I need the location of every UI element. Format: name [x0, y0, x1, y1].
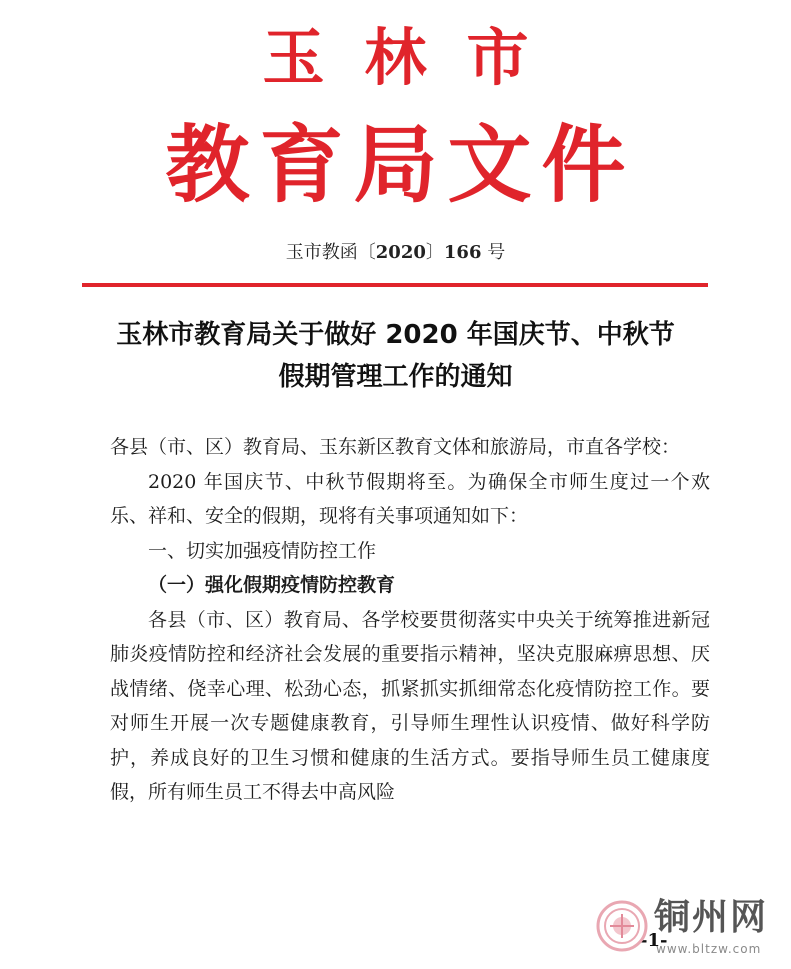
section-heading: 一、切实加强疫情防控工作 — [148, 539, 377, 562]
document-number — [0, 238, 791, 268]
header-divider — [82, 283, 708, 287]
title-line-1: 玉林市教育局关于做好 2020 年国庆节、中秋节 — [116, 320, 675, 350]
doc-number-prefix: 玉市教函〔 — [285, 242, 376, 263]
issuer-city: 玉林市 — [262, 21, 569, 94]
document-title — [0, 314, 791, 398]
watermark-logo-icon — [596, 900, 648, 952]
recipients: 各县（市、区）教育局、玉东新区教育文体和旅游局，市直各学校： — [110, 436, 681, 458]
watermark-name: 铜州网 — [654, 897, 769, 938]
doc-number-num: 166 — [443, 242, 482, 263]
document-body — [110, 430, 710, 810]
site-watermark — [596, 896, 786, 964]
intro-paragraph: 2020 年国庆节、中秋节假期将至。为确保全市师生度过一个欢乐、祥和、安全的假期，现将有关事项通知如下： — [110, 470, 710, 527]
subsection-heading: （一）强化假期疫情防控教育 — [148, 574, 396, 596]
title-line-2: 假期管理工作的通知 — [278, 362, 513, 392]
body-paragraph: 各县（市、区）教育局、各学校要贯彻落实中央关于统筹推进新冠肺炎疫情防控和经济社会发展的重要指示精神，坚决克服麻痹思想、厌战情绪、侥幸心理、松劲心态，抓紧抓实抓细常态化疫情防控工作。要对师生开展一次专题健康教育，引导师生理性认识疫情、做好科学防护，养成良好的卫生习惯和健康的生活方式。要指导师生员工健康度假，所有师生员工不得去中高风险 — [110, 608, 710, 803]
doc-number-year: 2020 — [375, 242, 426, 263]
doc-number-mid: 〕 — [425, 242, 444, 263]
page-number: -1- — [640, 930, 668, 951]
doc-number-suffix: 号 — [481, 242, 506, 263]
issuer-document-header: 教育局文件 — [165, 116, 636, 214]
watermark-url: www.bltzw.com — [656, 942, 762, 956]
